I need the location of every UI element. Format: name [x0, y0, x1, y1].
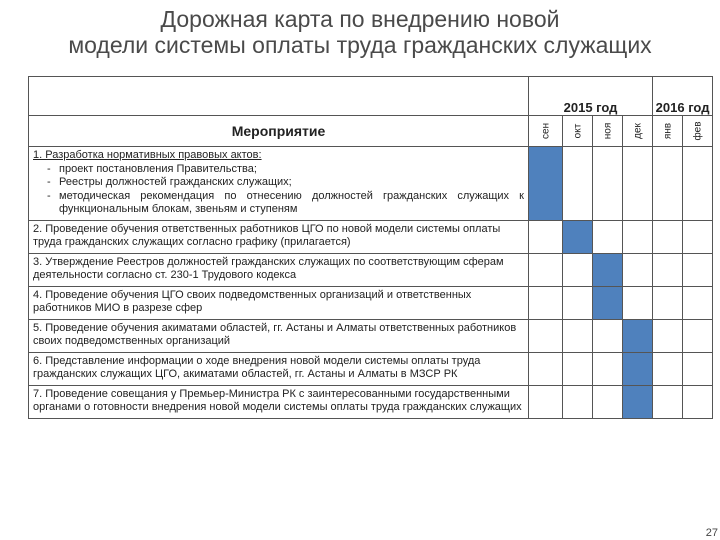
- task-row: [29, 385, 713, 418]
- task-column-header: Мероприятие: [29, 116, 529, 147]
- gantt-bar: [563, 220, 593, 253]
- task-description: [29, 385, 529, 418]
- month-label: ноя: [602, 122, 613, 140]
- gantt-cell: [529, 220, 563, 253]
- month-header-3: [623, 116, 653, 147]
- gantt-cell: [653, 220, 683, 253]
- gantt-bar: [623, 352, 653, 385]
- month-header-4: [653, 116, 683, 147]
- header-blank-cell: [29, 77, 529, 116]
- task-subitem: - методическая рекомендация по отнесению должностей гражданских служащих к функциональным блокам, звеньям и ступеням: [59, 190, 524, 217]
- task-description: [29, 220, 529, 253]
- gantt-cell: [623, 286, 653, 319]
- month-header-2: [593, 116, 623, 147]
- month-header-5: [683, 116, 713, 147]
- gantt-cell: [683, 286, 713, 319]
- gantt-cell: [683, 352, 713, 385]
- gantt-cell: [593, 147, 623, 221]
- title-line-1: Дорожная карта по внедрению новой: [160, 6, 560, 32]
- gantt-cell: [623, 253, 653, 286]
- gantt-bar: [623, 319, 653, 352]
- month-header-0: [529, 116, 563, 147]
- month-label: дек: [632, 123, 644, 139]
- gantt-cell: [653, 286, 683, 319]
- task-subitem: - проект постановления Правительства;: [59, 163, 524, 177]
- gantt-cell: [563, 319, 593, 352]
- page-title: [0, 6, 720, 58]
- task-description: [29, 352, 529, 385]
- task-title: 6. Представление информации о ходе внедрения новой модели системы оплаты труда гражданских служащих ЦГО, акиматами областей, гг. Астаны и Алматы в МЗСР РК: [33, 354, 481, 380]
- task-title: 5. Проведение обучения акиматами областей, гг. Астаны и Алматы ответственных работников своих подведомственных организаций: [33, 321, 517, 347]
- task-title: 1. Разработка нормативных правовых актов:: [33, 149, 262, 161]
- gantt-cell: [653, 319, 683, 352]
- gantt-bar: [593, 286, 623, 319]
- gantt-cell: [593, 319, 623, 352]
- task-title: 3. Утверждение Реестров должностей гражданских служащих по соответствующим сферам деятельности согласно ст. 230-1 Трудового кодекса: [33, 255, 504, 281]
- gantt-cell: [653, 385, 683, 418]
- gantt-cell: [529, 385, 563, 418]
- year-2016-header: 2016 год: [653, 77, 713, 116]
- gantt-cell: [529, 352, 563, 385]
- task-row: [29, 319, 713, 352]
- gantt-cell: [563, 253, 593, 286]
- month-label: окт: [572, 123, 583, 139]
- gantt-cell: [529, 253, 563, 286]
- page-number: 27: [705, 527, 718, 539]
- task-row: [29, 253, 713, 286]
- gantt-cell: [593, 220, 623, 253]
- gantt-cell: [683, 319, 713, 352]
- gantt-cell: [683, 385, 713, 418]
- month-label: янв: [662, 122, 674, 140]
- month-header-1: [563, 116, 593, 147]
- gantt-bar: [529, 147, 563, 221]
- gantt-bar: [593, 253, 623, 286]
- task-subitems: [33, 163, 524, 217]
- task-description: [29, 253, 529, 286]
- gantt-cell: [683, 253, 713, 286]
- task-row: [29, 286, 713, 319]
- task-subitem: - Реестры должностей гражданских служащих;: [59, 176, 524, 190]
- gantt-cell: [653, 147, 683, 221]
- gantt-cell: [683, 147, 713, 221]
- task-row: [29, 147, 713, 221]
- task-row: [29, 352, 713, 385]
- gantt-cell: [653, 253, 683, 286]
- gantt-cell: [593, 352, 623, 385]
- gantt-cell: [653, 352, 683, 385]
- task-title: 4. Проведение обучения ЦГО своих подведомственных организаций и ответственных работников МИО в разрезе сфер: [33, 288, 472, 314]
- task-title: 2. Проведение обучения ответственных работников ЦГО по новой модели системы оплаты труда гражданских служащих согласно графику (прилагается): [33, 222, 501, 248]
- gantt-cell: [683, 220, 713, 253]
- gantt-cell: [593, 385, 623, 418]
- gantt-cell: [529, 319, 563, 352]
- task-description: [29, 286, 529, 319]
- roadmap-table: [28, 76, 713, 419]
- title-line-2: модели системы оплаты труда гражданских служащих: [68, 32, 652, 58]
- gantt-cell: [623, 220, 653, 253]
- year-2015-header: 2015 год: [529, 77, 653, 116]
- task-row: [29, 220, 713, 253]
- gantt-cell: [563, 385, 593, 418]
- gantt-cell: [623, 147, 653, 221]
- task-title: 7. Проведение совещания у Премьер-Министра РК с заинтересованными государственными органами о готовности внедрения новой модели системы оплаты труда гражданских служащих: [33, 387, 522, 413]
- task-description: [29, 319, 529, 352]
- task-description: [29, 147, 529, 221]
- month-label: фев: [692, 121, 704, 141]
- gantt-cell: [563, 286, 593, 319]
- gantt-cell: [563, 352, 593, 385]
- gantt-cell: [563, 147, 593, 221]
- gantt-bar: [623, 385, 653, 418]
- month-label: сен: [540, 122, 551, 140]
- gantt-cell: [529, 286, 563, 319]
